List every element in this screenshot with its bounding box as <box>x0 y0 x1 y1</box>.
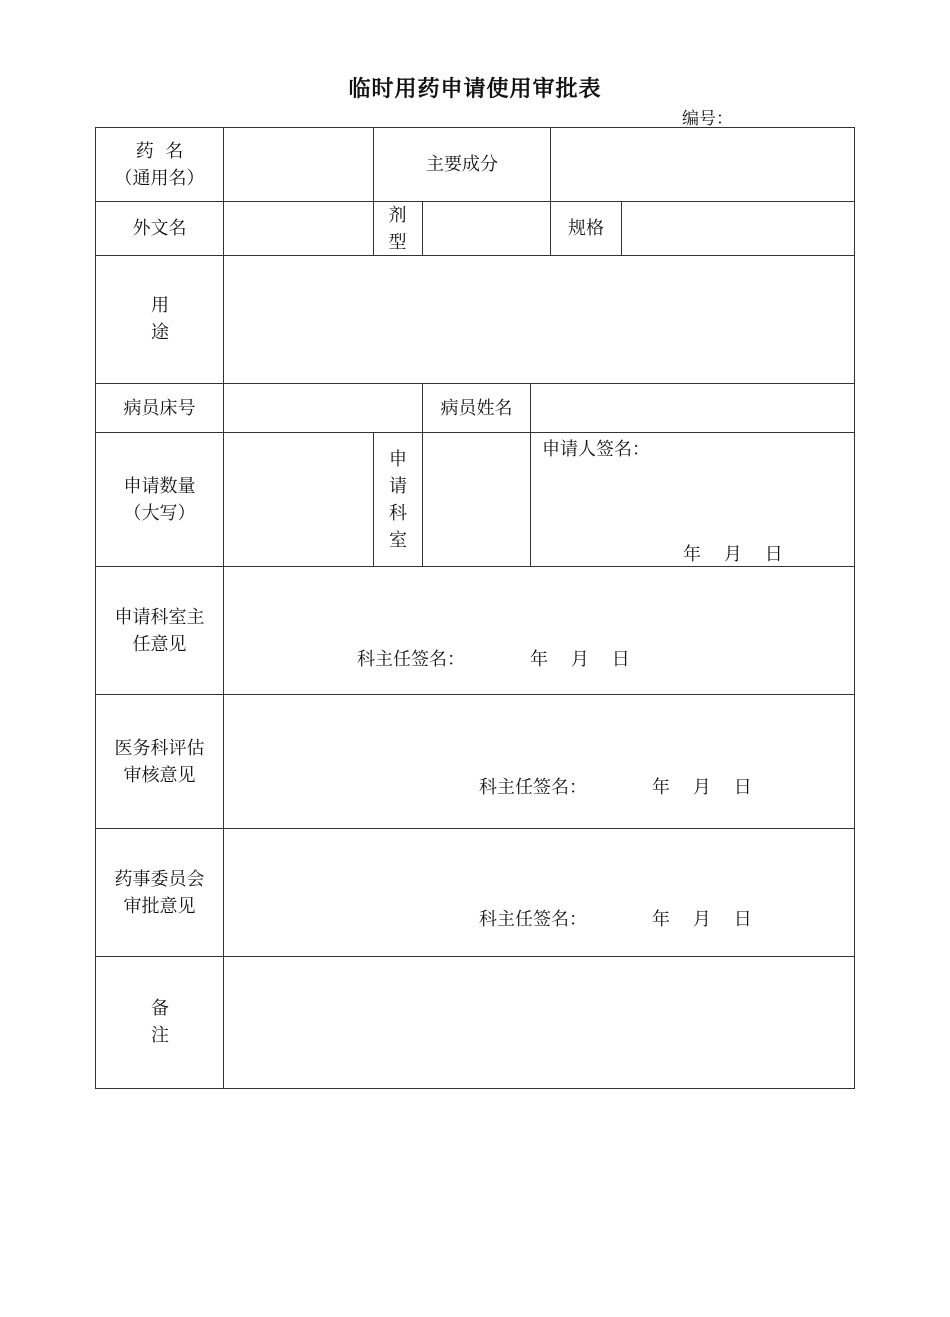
drug-name-field[interactable] <box>224 128 373 201</box>
quantity-label <box>96 433 223 566</box>
bed-number-label: 病员床号 <box>123 397 196 419</box>
dept-director-opinion-label <box>96 567 223 694</box>
medical-affairs-opinion-label <box>96 695 223 828</box>
remarks-field[interactable] <box>224 957 854 1088</box>
pharmacy-committee-date: 年 月 日 <box>652 909 752 930</box>
form-title: 临时用药申请使用审批表 <box>348 77 602 102</box>
patient-name-field[interactable] <box>531 384 854 432</box>
drug-name-label-line2: （通用名） <box>114 167 205 189</box>
quantity-label-line2: （大写） <box>123 502 196 524</box>
bed-number-field[interactable] <box>224 384 422 432</box>
main-ingredient-field[interactable] <box>551 128 854 201</box>
foreign-name-field[interactable] <box>224 202 373 255</box>
main-ingredient-label: 主要成分 <box>426 154 498 175</box>
dosage-form-label: 剂型 <box>388 205 407 253</box>
medical-affairs-signature-label: 科主任签名： <box>479 777 587 798</box>
medical-affairs-line2: 审核意见 <box>123 764 196 786</box>
medical-affairs-line1: 医务科评估 <box>114 737 205 759</box>
dept-director-opinion-line2: 任意见 <box>132 633 187 655</box>
patient-name-label: 病员姓名 <box>440 397 513 419</box>
foreign-name-label: 外文名 <box>132 218 187 239</box>
apply-dept-label: 申请科室 <box>389 449 407 551</box>
usage-field[interactable] <box>224 256 854 383</box>
approval-form-table <box>95 127 855 1089</box>
dept-director-opinion-line1: 申请科室主 <box>114 606 205 628</box>
pharmacy-committee-line1: 药事委员会 <box>114 868 205 890</box>
drug-name-label <box>96 128 223 201</box>
spec-field[interactable] <box>622 202 854 255</box>
spec-label: 规格 <box>568 218 604 239</box>
drug-name-label-line1: 药 名 <box>135 140 184 162</box>
quantity-field[interactable] <box>224 433 373 566</box>
dept-director-signature-label: 科主任签名： <box>357 649 465 670</box>
medical-affairs-date: 年 月 日 <box>652 777 752 798</box>
applicant-signature-label: 申请人签名： <box>542 439 650 460</box>
quantity-label-line1: 申请数量 <box>123 475 196 497</box>
column-divider <box>373 432 374 566</box>
applicant-date: 年 月 日 <box>683 544 783 565</box>
apply-dept-field[interactable] <box>423 433 530 566</box>
remarks-label: 备注 <box>151 998 169 1046</box>
dosage-form-field[interactable] <box>423 202 550 255</box>
pharmacy-committee-opinion-label <box>96 829 223 956</box>
usage-label: 用途 <box>151 295 169 343</box>
pharmacy-committee-signature-label: 科主任签名： <box>479 909 587 930</box>
serial-number-label: 编号： <box>682 109 733 129</box>
pharmacy-committee-line2: 审批意见 <box>123 895 196 917</box>
dept-director-date: 年 月 日 <box>530 649 630 670</box>
